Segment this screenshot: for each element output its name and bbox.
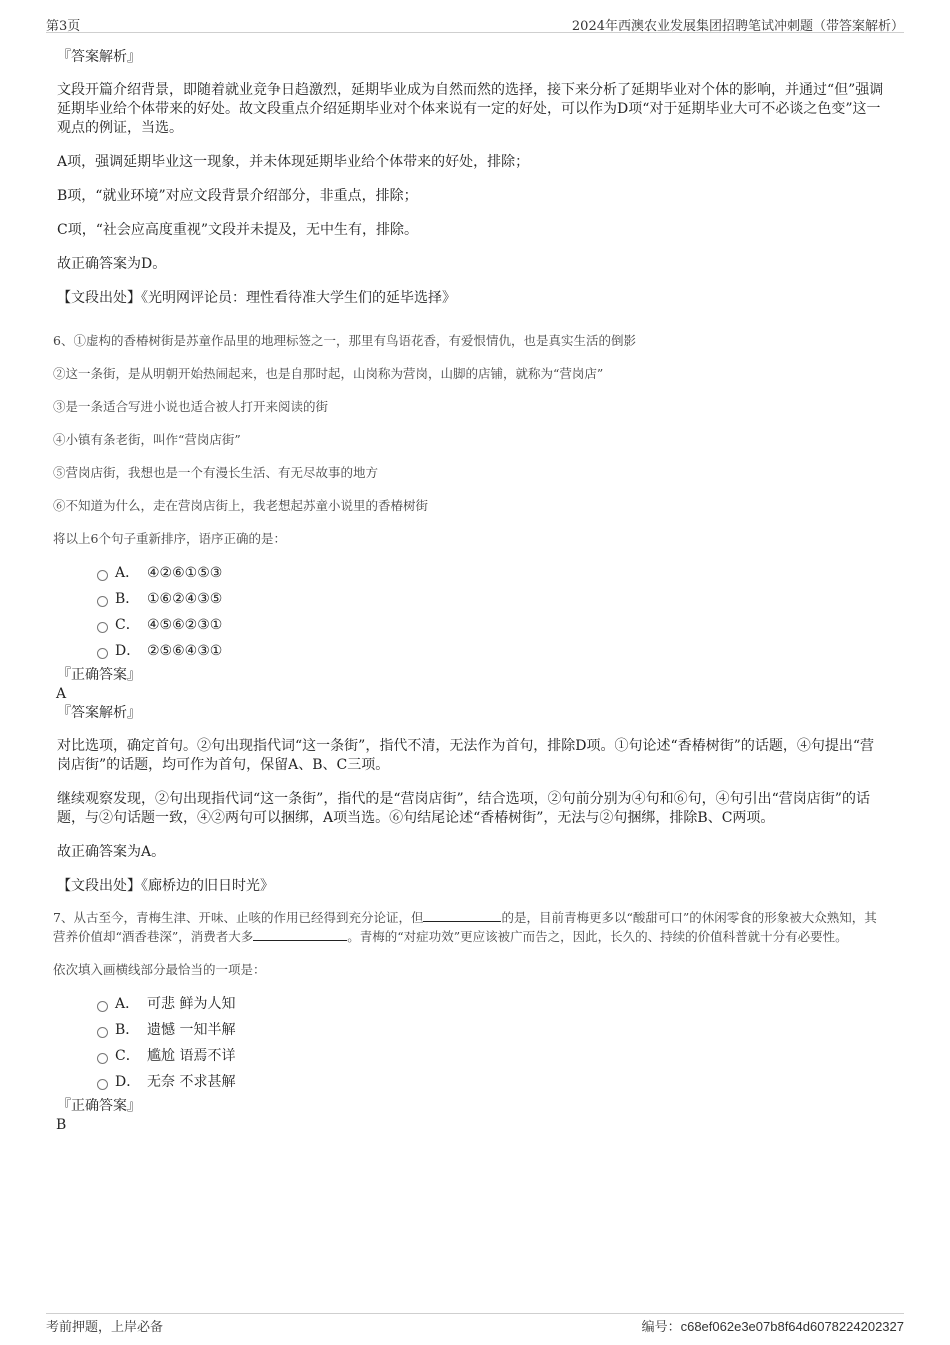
text-source: 【文段出处】《廊桥边的旧日时光》 — [57, 878, 274, 894]
page-header — [46, 12, 904, 33]
option-c[interactable]: C． 尴尬 语焉不详 — [57, 1043, 887, 1069]
analysis-paragraph: 继续观察发现，②句出现指代词“这一条街”，指代的是“营岗店街”，结合选项，②句前分别为④句和⑥句，④句引出“营岗店街”的话题，与②句话题一致，④②两句可以捆绑，A项当选。⑥句结尾论述“香椿树街”，无法与②句捆绑，排除B、C两项。 — [57, 791, 870, 826]
question-6-line: ②这一条街，是从明朝开始热闹起来，也是自那时起，山岗称为营岗，山脚的店铺，就称为“营岗店” — [53, 366, 604, 381]
analysis-conclusion: 故正确答案为A。 — [57, 844, 166, 860]
page-number: 第3页 — [46, 19, 81, 34]
answer-label: 『正确答案』 — [57, 1098, 141, 1114]
question-6-line: 6、①虚构的香椿树街是苏童作品里的地理标签之一，那里有鸟语花香，有爱恨情仇，也是真实生活的倒影 — [53, 333, 636, 348]
document-body — [53, 48, 887, 1135]
option-b[interactable]: B． 遗憾 一知半解 — [57, 1017, 887, 1043]
option-b[interactable]: B． ①⑥②④③⑤ — [57, 586, 887, 612]
option-d[interactable]: D． 无奈 不求甚解 — [57, 1069, 887, 1095]
option-a[interactable]: A． ④②⑥①⑤③ — [57, 560, 887, 586]
radio-icon[interactable] — [97, 570, 108, 581]
analysis-paragraph: C项，“社会应高度重视”文段并未提及，无中生有，排除。 — [57, 222, 419, 238]
question-6-prompt: 将以上6个句子重新排序，语序正确的是： — [53, 531, 286, 546]
question-7-stem: 7、从古至今，青梅生津、开味、止咳的作用已经得到充分论证，但 的是，目前青梅更多以“酸甜可口”的休闲零食的形象被大众熟知，其营养价值却“酒香巷深”，消费者大多 。青梅的“对症功效”更应该被广而告之，因此，长久的、持续的价值科普就十分有必要性。 — [53, 910, 877, 944]
document-code: 编号：c68ef062e3e07b8f64d6078224202327 — [641, 1319, 904, 1335]
radio-icon[interactable] — [97, 622, 108, 633]
footer-slogan: 考前押题，上岸必备 — [46, 1320, 164, 1335]
document-title: 2024年西澳农业发展集团招聘笔试冲刺题（带答案解析） — [571, 19, 904, 34]
answer-value: A — [56, 686, 67, 702]
answer-label: 『正确答案』 — [57, 667, 141, 683]
analysis-conclusion: 故正确答案为D。 — [57, 256, 167, 272]
question-6-line: ③是一条适合写进小说也适合被人打开来阅读的街 — [53, 399, 329, 414]
blank-1 — [423, 909, 501, 922]
option-d[interactable]: D． ②⑤⑥④③① — [57, 638, 887, 664]
question-6-line: ④小镇有条老街，叫作“营岗店街” — [53, 432, 241, 447]
analysis-paragraph: 对比选项，确定首句。②句出现指代词“这一条街”，指代不清，无法作为首句，排除D项。①句论述“香椿树街”的话题，④句提出“营岗店街”的话题，均可作为首句，保留A、B、C三项。 — [57, 738, 875, 773]
question-7-prompt: 依次填入画横线部分最恰当的一项是： — [53, 962, 266, 977]
radio-icon[interactable] — [97, 1001, 108, 1012]
option-a[interactable]: A． 可悲 鲜为人知 — [57, 991, 887, 1017]
radio-icon[interactable] — [97, 1053, 108, 1064]
answer-value: B — [56, 1117, 67, 1133]
radio-icon[interactable] — [97, 596, 108, 607]
radio-icon[interactable] — [97, 1079, 108, 1090]
analysis-label: 『答案解析』 — [57, 705, 141, 721]
question-6-line: ⑥不知道为什么，走在营岗店街上，我老想起苏童小说里的香椿树街 — [53, 498, 429, 513]
radio-icon[interactable] — [97, 1027, 108, 1038]
analysis-paragraph: 文段开篇介绍背景，即随着就业竞争日趋激烈，延期毕业成为自然而然的选择，接下来分析了延期毕业对个体的影响，并通过“但”强调延期毕业给个体带来的好处。故文段重点介绍延期毕业对个体来说有一定的好处，可以作为D项“对于延期毕业大可不必谈之色变”这一观点的例证，当选。 — [57, 82, 884, 136]
text-source: 【文段出处】《光明网评论员：理性看待准大学生们的延毕选择》 — [57, 290, 456, 306]
question-6-options — [57, 560, 887, 664]
question-7-options — [57, 991, 887, 1095]
radio-icon[interactable] — [97, 648, 108, 659]
analysis-paragraph: A项，强调延期毕业这一现象，并未体现延期毕业给个体带来的好处，排除； — [57, 154, 530, 170]
page-footer — [46, 1313, 904, 1336]
question-6-line: ⑤营岗店街，我想也是一个有漫长生活、有无尽故事的地方 — [53, 465, 379, 480]
blank-2 — [253, 928, 347, 941]
analysis-label: 『答案解析』 — [57, 49, 141, 65]
option-c[interactable]: C． ④⑤⑥②③① — [57, 612, 887, 638]
analysis-paragraph: B项，“就业环境”对应文段背景介绍部分，非重点，排除； — [57, 188, 418, 204]
